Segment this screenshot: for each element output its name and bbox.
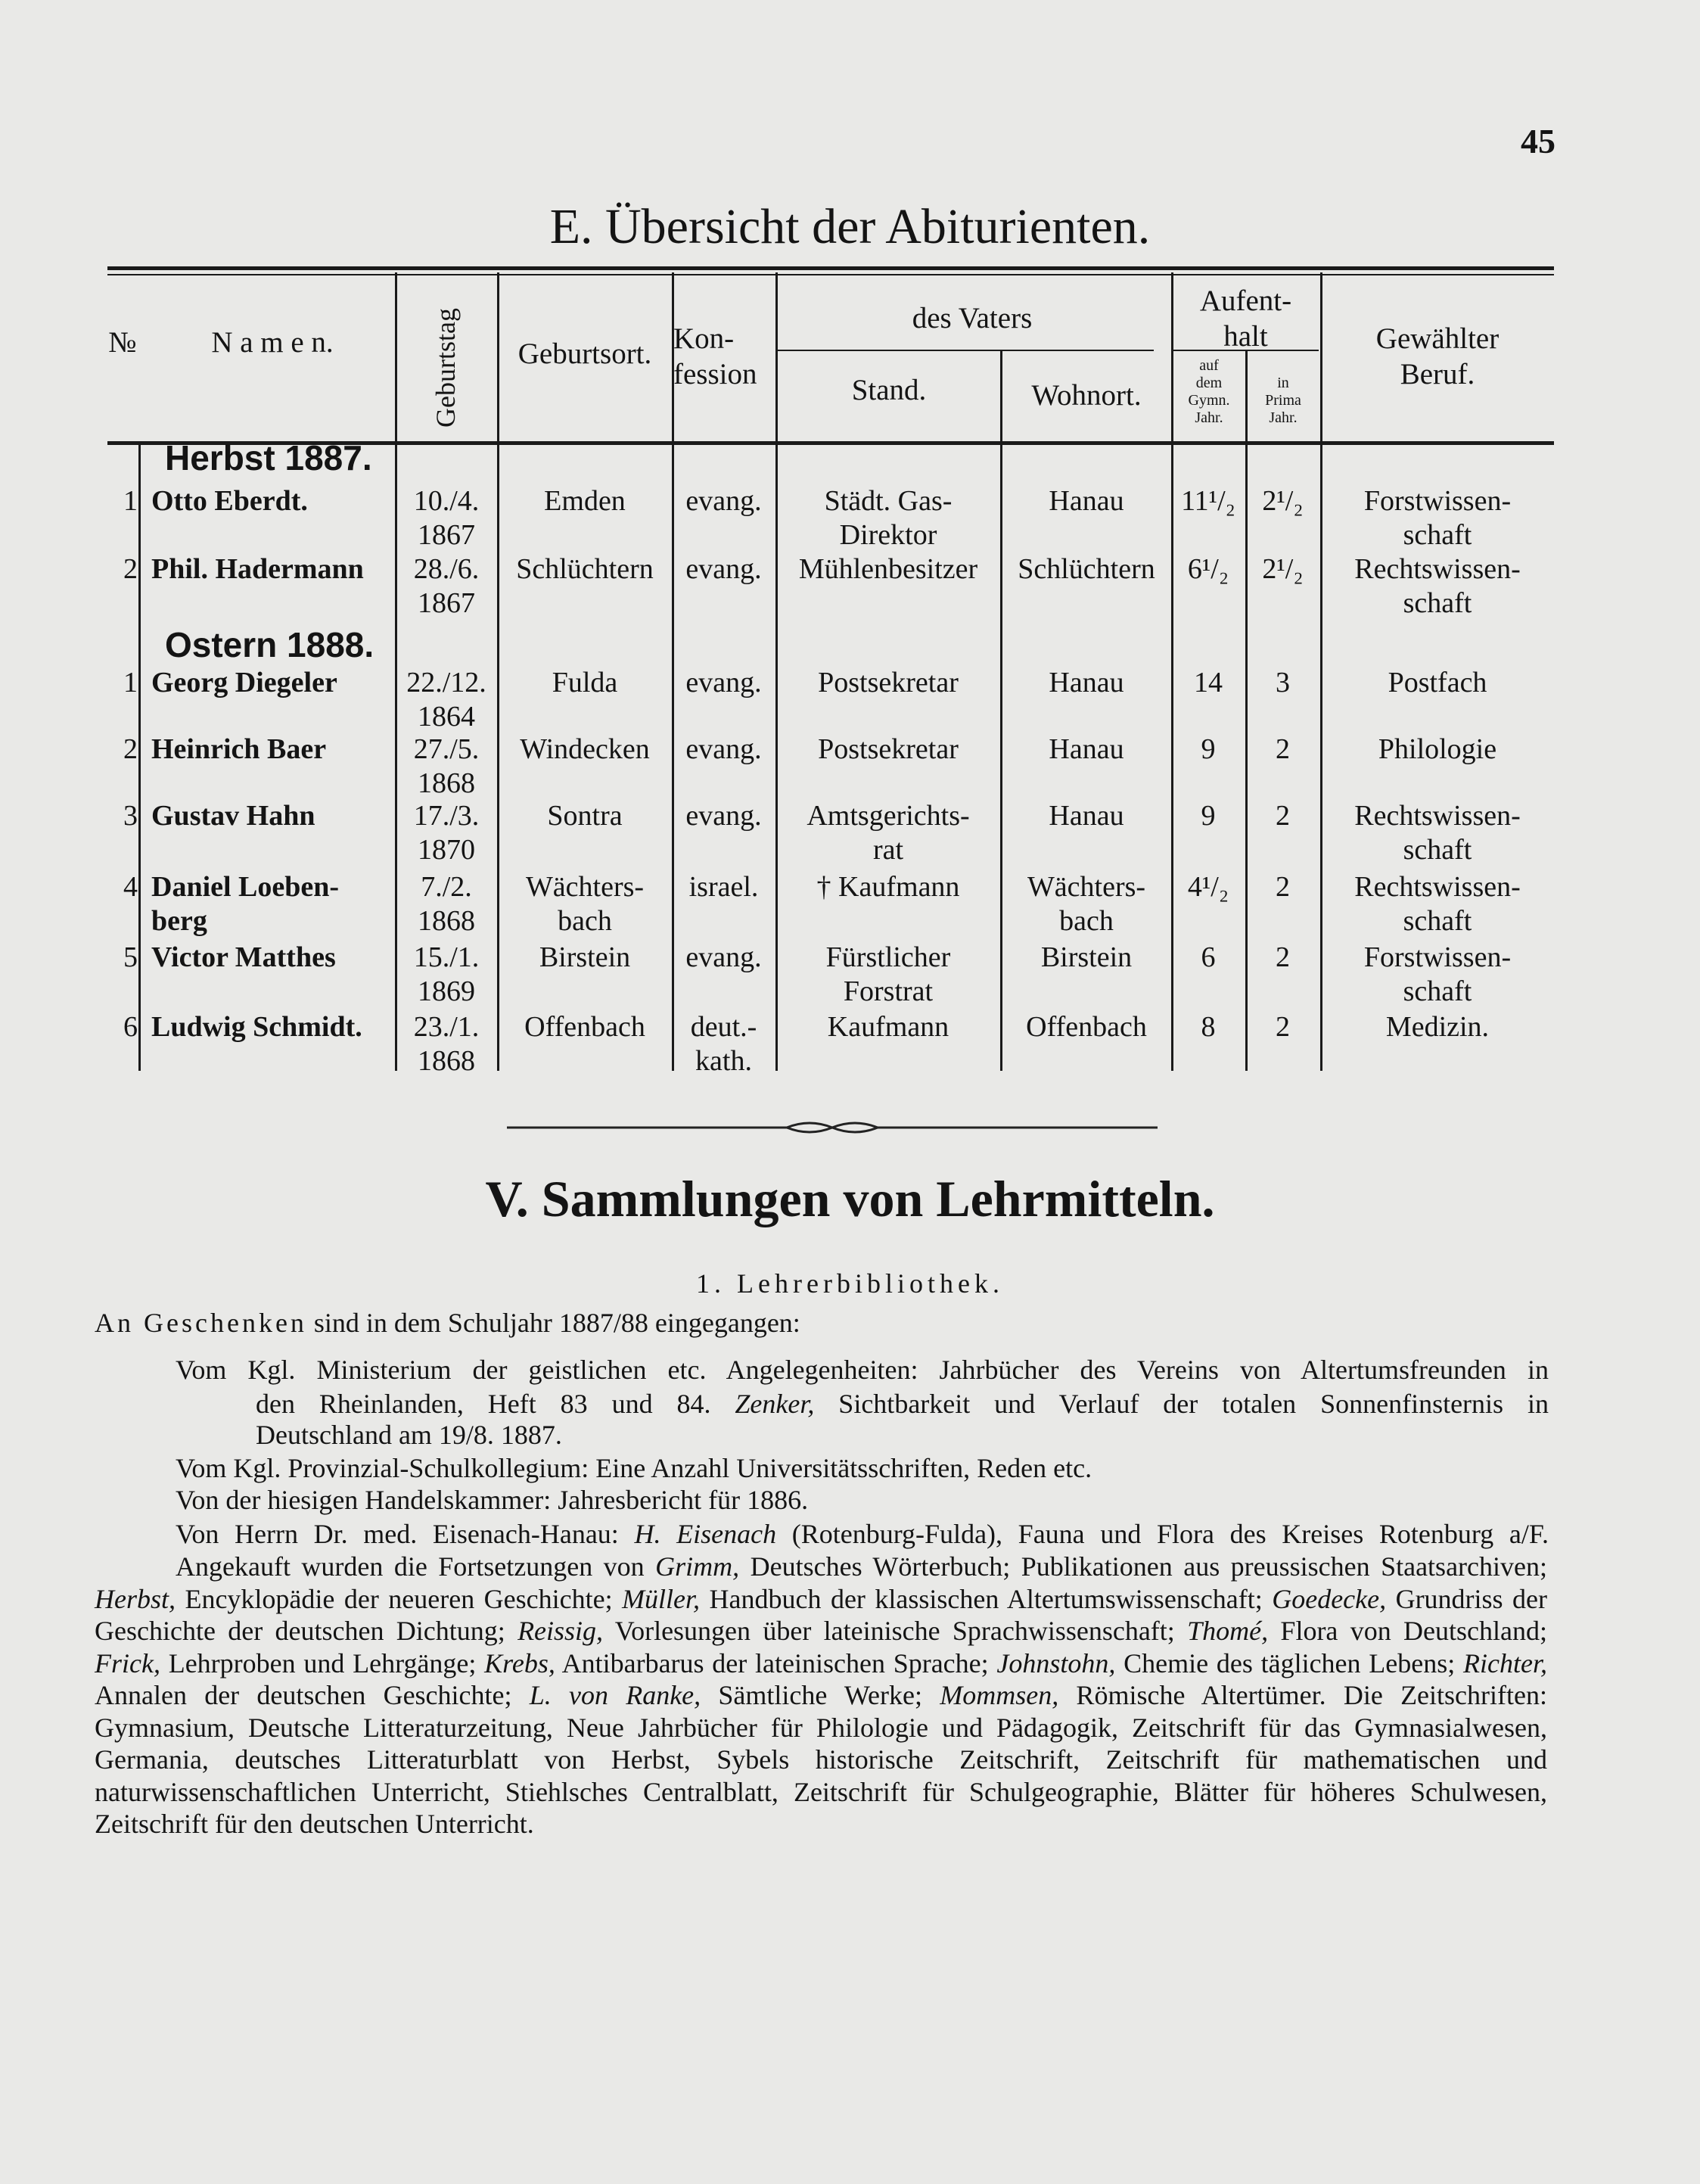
header-beruf: Gewählter Beruf. <box>1375 322 1500 390</box>
cell-geburtsort: Fulda <box>552 667 618 698</box>
text-run: Deutsches Wörterbuch; Publikationen aus preussischen Staatsarchiven; <box>739 1551 1547 1582</box>
gift-eisenach-author: H. Eisenach <box>634 1519 777 1549</box>
cell-wohnort: Wächters- bach <box>1027 871 1146 937</box>
header-in-prima: in Prima Jahr. <box>1265 375 1301 426</box>
gift-ministerium-2-pre: den Rheinlanden, Heft 83 und 84. <box>256 1389 735 1419</box>
text-run: Antibarbarus der lateinischen Sprache; <box>555 1647 997 1678</box>
cell-beruf: Forstwissen- schaft <box>1363 485 1512 551</box>
text-run: Chemie des täglichen Lebens; <box>1115 1647 1463 1678</box>
cell-gymn: 9 <box>1201 800 1216 832</box>
col-line-1 <box>138 443 141 1071</box>
cell-beruf: Philologie <box>1378 733 1497 765</box>
cell-geburtsort: Emden <box>544 485 626 517</box>
author-name: Müller, <box>622 1583 701 1614</box>
author-name: L. von Ranke, <box>529 1680 701 1710</box>
header-geburtstag: Geburtstag <box>430 308 461 428</box>
cell-wohnort: Birstein <box>1040 941 1133 973</box>
cell-beruf: Medizin. <box>1385 1011 1490 1043</box>
section-e-title: E. Übersicht der Abiturienten. <box>549 199 1151 254</box>
author-name: Richter, <box>1463 1647 1547 1678</box>
cell-konfession: evang. <box>685 553 762 585</box>
cell-prima: 2 <box>1276 1011 1290 1043</box>
cell-geburtsort: Windecken <box>520 733 650 765</box>
cell-prima: 2¹/₂ <box>1262 553 1304 585</box>
cell-name: Heinrich Baer <box>151 733 327 765</box>
cell-gymn: 6¹/₂ <box>1187 553 1229 585</box>
cell-geburtsort: Sontra <box>547 800 623 832</box>
author-name: Reissig, <box>517 1616 604 1646</box>
purchased-paragraph <box>95 1551 1547 1840</box>
cell-name: Ludwig Schmidt. <box>151 1011 362 1043</box>
intro-rest: sind in dem Schuljahr 1887/88 eingegangen: <box>306 1308 800 1338</box>
cell-wohnort: Offenbach <box>1026 1011 1147 1043</box>
cell-wohnort: Schlüchtern <box>1018 553 1155 585</box>
cell-konfession: deut.- kath. <box>690 1011 757 1077</box>
author-name: Mommsen, <box>940 1680 1059 1710</box>
cell-beruf: Rechtswissen- schaft <box>1354 800 1521 866</box>
subsection-title: 1. Lehrerbibliothek. <box>696 1268 1004 1299</box>
cell-nr: 2 <box>123 733 138 765</box>
cell-gymn: 8 <box>1201 1011 1216 1043</box>
cell-gymn: 14 <box>1194 667 1223 698</box>
ornament-divider <box>507 1118 1158 1137</box>
cell-gymn: 11¹/₂ <box>1181 485 1235 517</box>
gift-eisenach-post: (Rotenburg-Fulda), Fauna und Flora des Kreises Rotenburg a/F. <box>776 1519 1549 1549</box>
cell-konfession: evang. <box>685 800 762 832</box>
cell-beruf: Forstwissen- schaft <box>1363 941 1512 1007</box>
header-des-vaters: des Vaters <box>912 302 1033 334</box>
author-name: Krebs, <box>484 1647 555 1678</box>
cell-nr: 5 <box>123 941 138 973</box>
text-run: Angekauft wurden die Fortsetzungen von <box>176 1551 656 1582</box>
page-number: 45 <box>1521 122 1555 160</box>
intro-line <box>95 1308 1547 1339</box>
col-line-9 <box>1320 272 1322 1071</box>
cell-geburtsort: Birstein <box>539 941 631 973</box>
header-namen: N a m e n. <box>211 326 334 359</box>
author-name: Thomé, <box>1187 1616 1269 1646</box>
text-run: Flora von Deutschland; <box>1268 1616 1547 1646</box>
cell-wohnort: Hanau <box>1049 667 1124 698</box>
cell-stand: Städt. Gas- Direktor <box>824 485 953 551</box>
cell-stand: Mühlenbesitzer <box>798 553 978 585</box>
cell-geburtstag: 23./1. 1868 <box>413 1011 480 1077</box>
group-label-ostern: Ostern 1888. <box>165 625 374 664</box>
text-run: Encyklopädie der neueren Geschichte; <box>176 1583 623 1614</box>
gift-ministerium-2 <box>256 1389 1549 1420</box>
gift-ministerium-1: Vom Kgl. Ministerium der geistlichen etc. Angelegenheiten: Jahrbücher des Vereins von Altertumsfreunden in <box>176 1355 1549 1385</box>
gift-eisenach <box>176 1519 1549 1550</box>
intro-spaced: An Geschenken <box>95 1308 307 1338</box>
cell-wohnort: Hanau <box>1049 800 1124 832</box>
cell-geburtstag: 15./1. 1869 <box>413 941 480 1007</box>
table-top-rule-thin <box>107 274 1554 275</box>
header-auf-dem-gymn: auf dem Gymn. Jahr. <box>1188 357 1230 426</box>
cell-konfession: evang. <box>685 733 762 765</box>
cell-geburtsort: Wächters- bach <box>525 871 645 937</box>
cell-prima: 2 <box>1276 800 1290 832</box>
cell-geburtstag: 10./4. 1867 <box>413 485 480 551</box>
cell-nr: 3 <box>123 800 138 832</box>
cell-nr: 6 <box>123 1011 138 1043</box>
cell-beruf: Postfach <box>1388 667 1487 698</box>
table-top-rule <box>107 266 1554 270</box>
header-stand: Stand. <box>851 374 927 406</box>
author-name: Goedecke, <box>1272 1583 1387 1614</box>
cell-stand: Kaufmann <box>827 1011 949 1043</box>
cell-konfession: evang. <box>685 485 762 517</box>
vaters-underline <box>775 350 1154 351</box>
header-aufenthalt: Aufent- halt <box>1199 285 1292 353</box>
cell-gymn: 4¹/₂ <box>1187 871 1229 903</box>
text-run: Vorlesungen über lateinische Sprachwissenschaft; <box>603 1616 1188 1646</box>
cell-nr: 4 <box>123 871 138 903</box>
gift-schulkollegium: Vom Kgl. Provinzial-Schulkollegium: Eine Anzahl Universitätsschriften, Reden etc. <box>176 1453 1092 1483</box>
cell-name: Phil. Hadermann <box>151 553 364 585</box>
cell-name: Georg Diegeler <box>151 667 337 698</box>
group-label-herbst: Herbst 1887. <box>165 438 372 478</box>
header-geburtsort: Geburtsort. <box>517 338 652 370</box>
cell-beruf: Rechtswissen- schaft <box>1354 871 1521 937</box>
text-run: Römische Altertümer. Die Zeitschriften: Gymnasium, Deutsche Litteraturzeitung, Neue Jahrbücher für Philologie und Pädagogik, Zeitschrift für das Gymnasialwesen, Germania, deutsches Litteraturblatt von Herbst, Sybels historische Zeitschrift, Zeitschrift für mathematischen und naturwissenschaftlichen Unterricht, Stiehlsches Centralblatt, Zeitschrift für Schulgeographie, Blätter für höheres Schulwesen, Zeitschrift für den deutschen Unterricht. <box>95 1680 1547 1839</box>
cell-stand: Amtsgerichts- rat <box>806 800 970 866</box>
header-nr: № <box>108 326 137 359</box>
cell-konfession: evang. <box>685 667 762 698</box>
cell-geburtstag: 22./12. 1864 <box>406 667 486 733</box>
cell-name: Victor Matthes <box>151 941 336 973</box>
cell-geburtsort: Schlüchtern <box>516 553 654 585</box>
author-name: Grimm, <box>655 1551 740 1582</box>
cell-geburtstag: 17./3. 1870 <box>413 800 480 866</box>
author-name: Johnstohn, <box>996 1647 1116 1678</box>
gift-handelskammer: Von der hiesigen Handelskammer: Jahresbericht für 1886. <box>176 1485 809 1515</box>
cell-wohnort: Hanau <box>1049 485 1124 517</box>
author-name: Herbst, <box>95 1583 176 1614</box>
cell-prima: 2 <box>1276 871 1290 903</box>
cell-geburtstag: 27./5. 1868 <box>413 733 480 799</box>
cell-prima: 2¹/₂ <box>1262 485 1304 517</box>
cell-prima: 3 <box>1276 667 1290 698</box>
cell-prima: 2 <box>1276 733 1290 765</box>
cell-konfession: israel. <box>688 871 759 903</box>
text-run: Lehrproben und Lehrgänge; <box>160 1647 485 1678</box>
cell-gymn: 9 <box>1201 733 1216 765</box>
cell-wohnort: Hanau <box>1049 733 1124 765</box>
cell-stand: Fürstlicher Forstrat <box>825 941 951 1007</box>
header-konfession: Kon- fession <box>673 322 757 390</box>
cell-nr: 2 <box>123 553 138 585</box>
cell-beruf: Rechtswissen- schaft <box>1354 553 1521 619</box>
cell-prima: 2 <box>1276 941 1290 973</box>
cell-nr: 1 <box>123 667 138 698</box>
cell-name: Otto Eberdt. <box>151 485 308 517</box>
gift-ministerium-2-author: Zenker, <box>735 1389 815 1419</box>
cell-geburtstag: 7./2. 1868 <box>418 871 475 937</box>
author-name: Frick, <box>95 1647 160 1678</box>
cell-gymn: 6 <box>1201 941 1216 973</box>
text-run: Handbuch der klassischen Altertumswissenschaft; <box>700 1583 1273 1614</box>
text-run: Annalen der deutschen Geschichte; <box>95 1680 530 1710</box>
cell-konfession: evang. <box>685 941 762 973</box>
section-v-title: V. Sammlungen von Lehrmitteln. <box>485 1170 1215 1227</box>
header-wohnort: Wohnort. <box>1031 379 1142 412</box>
cell-stand: † Kaufmann <box>816 871 960 903</box>
cell-geburtstag: 28./6. 1867 <box>413 553 480 619</box>
gift-ministerium-3: Deutschland am 19/8. 1887. <box>256 1420 562 1450</box>
text-run: Grundriss der Geschichte der deutschen Dichtung; <box>95 1583 1547 1646</box>
cell-name: Gustav Hahn <box>151 800 315 832</box>
cell-geburtsort: Offenbach <box>524 1011 645 1043</box>
cell-stand: Postsekretar <box>818 733 959 765</box>
gift-ministerium-2-post: Sichtbarkeit und Verlauf der totalen Sonnenfinsternis in <box>814 1389 1549 1419</box>
cell-stand: Postsekretar <box>818 667 959 698</box>
gift-eisenach-pre: Von Herrn Dr. med. Eisenach-Hanau: <box>176 1519 635 1549</box>
text-run: Sämtliche Werke; <box>701 1680 940 1710</box>
cell-nr: 1 <box>123 485 138 517</box>
cell-name: Daniel Loeben- berg <box>151 871 340 937</box>
